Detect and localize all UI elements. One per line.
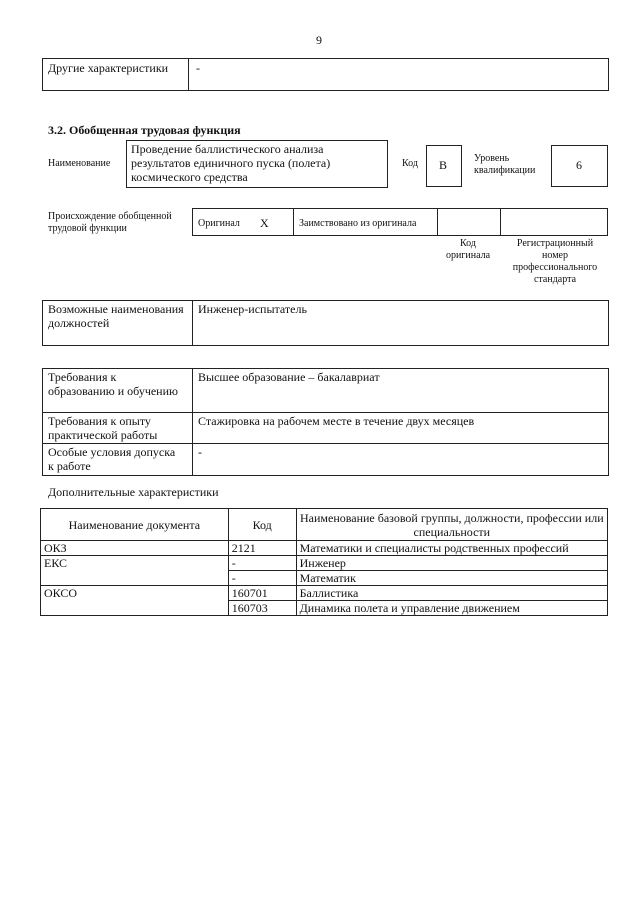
requirement-value: -: [198, 445, 202, 459]
level-value: 6: [576, 158, 582, 172]
cell-document: ЕКС: [41, 556, 229, 571]
requirement-label: Требования к образованию и обучению: [48, 370, 178, 398]
page-number: 9: [316, 33, 322, 47]
level-label: Уровень квалификации: [474, 153, 536, 176]
reg-number-caption: Регистрационный номер профессионального стандарта: [512, 238, 598, 285]
section-title: 3.2. Обобщенная трудовая функция: [48, 123, 241, 137]
function-name: Проведение баллистического анализа результатов единичного пуска (полета) космического средства: [131, 142, 331, 184]
cell-document: ОКСО: [41, 586, 229, 601]
original-label: Оригинал: [198, 218, 240, 229]
other-characteristics-value: -: [196, 61, 200, 75]
original-mark: X: [260, 216, 269, 230]
other-characteristics-label: Другие характеристики: [48, 61, 169, 75]
positions-value: Инженер-испытатель: [198, 302, 307, 316]
cell-code: -: [228, 571, 296, 586]
code-label: Код: [402, 158, 418, 169]
cell-name: Математики и специалисты родственных профессий: [296, 541, 607, 556]
cell-name: Баллистика: [296, 586, 607, 601]
header-code: Код: [228, 509, 296, 541]
positions-label: Возможные наименования должностей: [48, 302, 184, 330]
borrowed-label: Заимствовано из оригинала: [299, 218, 417, 229]
header-document: Наименование документа: [41, 509, 229, 541]
cell-code: -: [228, 556, 296, 571]
cell-document: [41, 601, 229, 616]
requirement-label: Требования к опыту практической работы: [48, 414, 158, 442]
additional-title: Дополнительные характеристики: [48, 485, 219, 499]
cell-name: Инженер: [296, 556, 607, 571]
table-row: [41, 571, 608, 586]
origin-label: Происхождение обобщенной трудовой функции: [48, 211, 172, 234]
additional-table: [40, 508, 608, 616]
code-original-caption: Код оригинала: [445, 238, 491, 261]
cell-document: ОКЗ: [41, 541, 229, 556]
requirement-value: Стажировка на рабочем месте в течение двух месяцев: [198, 414, 475, 428]
code-value: В: [439, 158, 448, 172]
header-name: Наименование базовой группы, должности, профессии или специальности: [296, 509, 607, 541]
table-row: [41, 601, 608, 616]
cell-name: Математик: [296, 571, 607, 586]
name-label: Наименование: [48, 158, 111, 169]
cell-code: 160701: [228, 586, 296, 601]
table-row: [41, 586, 608, 601]
requirement-label: Особые условия допуска к работе: [48, 445, 176, 473]
cell-document: [41, 571, 229, 586]
table-row: [41, 556, 608, 571]
requirement-value: Высшее образование – бакалавриат: [198, 370, 380, 384]
cell-code: 160703: [228, 601, 296, 616]
cell-name: Динамика полета и управление движением: [296, 601, 607, 616]
cell-code: 2121: [228, 541, 296, 556]
table-row: [41, 541, 608, 556]
